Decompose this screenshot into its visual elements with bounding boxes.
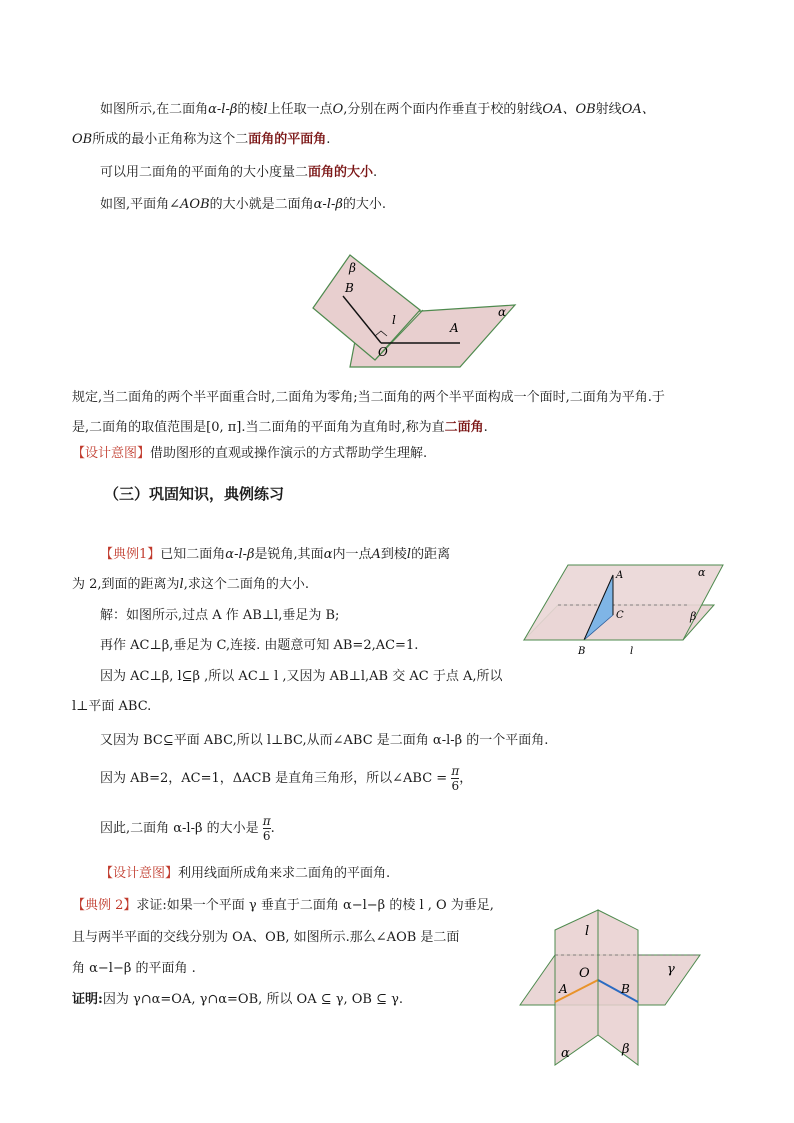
example1-solution-line2: 再作 AC⊥β,垂足为 C,连接. 由题意可知 AB=2,AC=1. — [100, 638, 419, 653]
paragraph-figure-ref: 如图,平面角∠AOB的大小就是二面角α-l-β的大小. — [100, 197, 387, 212]
paragraph-rules-line1: 规定,当二面角的两个半平面重合时,二面角为零角;当二面角的两个半平面构成一个面时,二面角为平角.于 — [72, 390, 665, 405]
paragraph-measure: 可以用二面角的平面角的大小度量二面角的大小. — [100, 165, 378, 180]
label-b: B — [578, 646, 586, 657]
label-l: l — [630, 646, 634, 657]
label-b: B — [621, 982, 630, 996]
example2-line3: 角 α−l−β 的平面角 . — [72, 961, 196, 976]
example1-line1: 【典例1】已知二面角α-l-β是锐角,其面α内一点A到棱l的距离 — [100, 547, 451, 562]
example2-line2: 且与两半平面的交线分别为 OA、OB, 如图所示.那么∠AOB 是二面 — [72, 930, 460, 945]
label-o: O — [579, 966, 590, 981]
paragraph-definition-line2: OB所成的最小正角称为这个二面角的平面角. — [72, 132, 331, 147]
example1-line2: 为 2,到面的距离为l,求这个二面角的大小. — [72, 577, 309, 592]
figure-example1 — [518, 560, 728, 660]
example1-solution-line6: 因为 AB=2，AC=1，ΔACB 是直角三角形，所以∠ABC = $\frac{\pi}{6}$ ， — [100, 764, 473, 793]
label-a: A — [559, 982, 568, 996]
example1-solution-line4: l⊥平面 ABC. — [72, 699, 152, 714]
label-beta: β — [690, 610, 697, 623]
paragraph-definition-line1: 如图所示,在二面角α-l-β的棱l上任取一点O,分别在两个面内作垂直于校的射线OA、OB射线OA、 — [100, 102, 655, 117]
fraction-pi-over-6-result: $\frac{\pi}{6}$ — [262, 814, 271, 843]
plane-beta — [598, 910, 638, 1065]
label-l: l — [585, 924, 590, 939]
example1-solution-line5: 又因为 BC⊆平面 ABC,所以 l⊥BC,从而∠ABC 是二面角 α-l-β 的一个平面角. — [100, 733, 549, 748]
design-intent-1: 【设计意图】借助图形的直观或操作演示的方式帮助学生理解. — [72, 446, 428, 461]
label-o: O — [378, 345, 388, 359]
figure-dihedral-angle — [305, 250, 525, 375]
label-beta: β — [349, 261, 356, 275]
example1-solution-line1: 解：如图所示,过点 A 作 AB⊥l,垂足为 B; — [100, 608, 340, 623]
example2-line1: 【典例 2】求证:如果一个平面 γ 垂直于二面角 α−l−β 的棱 l , O 为垂足, — [72, 898, 494, 913]
label-c: C — [616, 610, 624, 621]
example2-proof: 证明:因为 γ∩α=OA, γ∩α=OB, 所以 OA ⊆ γ, OB ⊆ γ. — [72, 992, 404, 1007]
fraction-pi-over-6: $\frac{\pi}{6}$ — [451, 764, 460, 793]
section-heading: （三）巩固知识，典例练习 — [104, 485, 285, 503]
paragraph-rules-line2: 是,二面角的取值范围是[0, π].当二面角的平面角为直角时,称为直二面角. — [72, 420, 488, 435]
label-alpha: α — [498, 305, 507, 319]
label-b: B — [345, 281, 354, 295]
example1-solution-line3: 因为 AC⊥β, l⊆β ,所以 AC⊥ l ,又因为 AB⊥l,AB 交 AC 于点 A,所以 — [100, 669, 503, 684]
label-alpha: α — [698, 566, 706, 579]
label-a: A — [616, 570, 624, 581]
label-alpha: α — [561, 1046, 570, 1061]
label-beta: β — [622, 1042, 630, 1057]
design-intent-2: 【设计意图】利用线面所成角来求二面角的平面角. — [100, 866, 391, 881]
example1-conclusion: 因此,二面角 α-l-β 的大小是 $\frac{\pi}{6}$ . — [100, 814, 275, 843]
label-a: A — [450, 321, 459, 335]
label-gamma: γ — [667, 962, 675, 977]
label-l: l — [392, 313, 396, 327]
figure-example2 — [515, 905, 705, 1070]
